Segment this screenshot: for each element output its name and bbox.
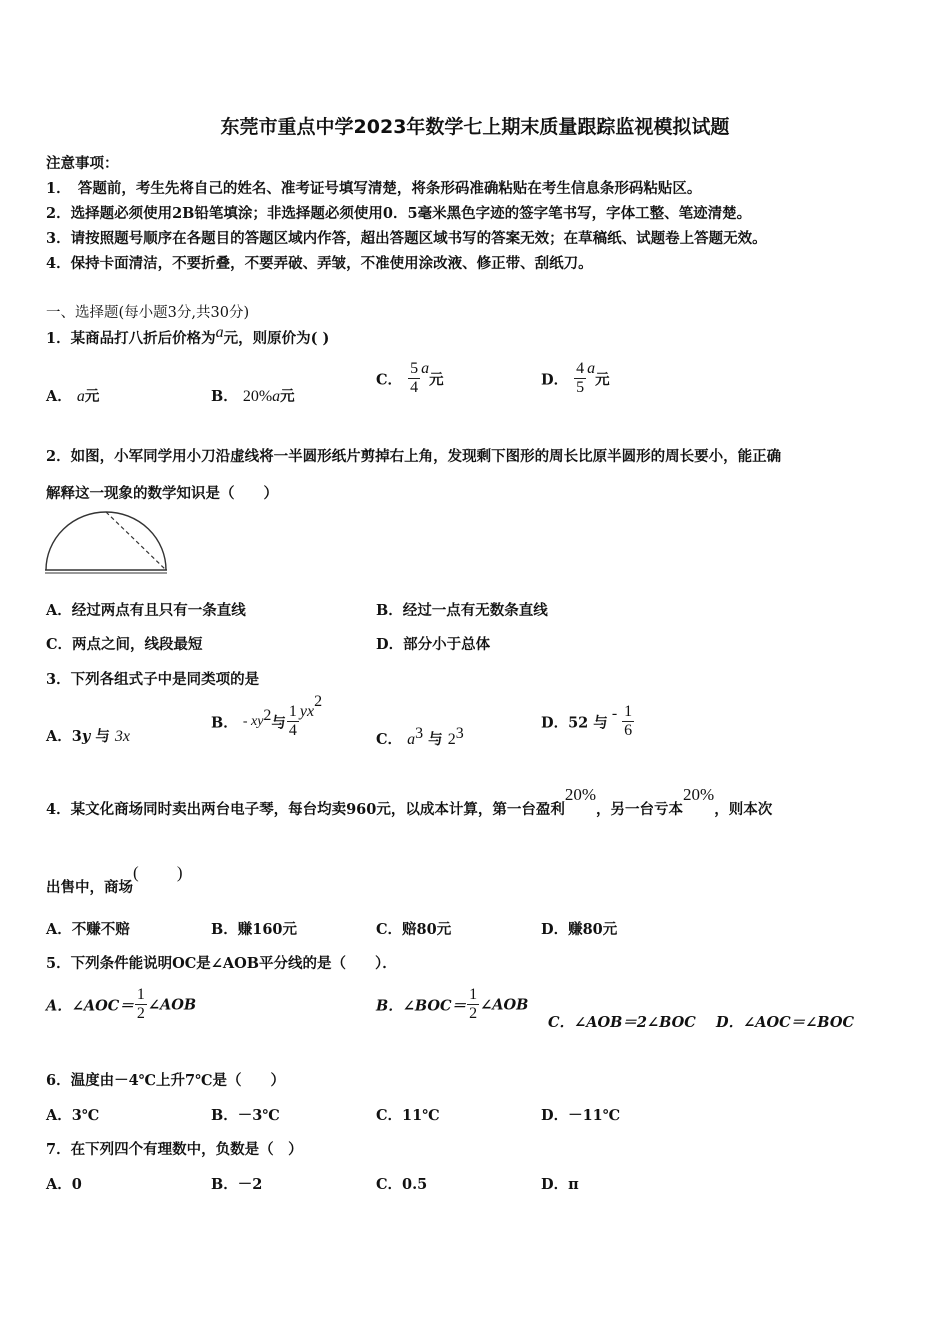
section-heading: 一、选择题(每小题3分,共30分) bbox=[46, 305, 250, 321]
question-2-stem-line2: 解释这一现象的数学知识是（ ） bbox=[46, 485, 278, 502]
question-6-stem: 6．温度由－4℃上升7℃是（ ） bbox=[46, 1072, 286, 1089]
question-5-option-d: D．∠AOC＝∠BOC bbox=[716, 1014, 854, 1031]
notice-item-2: 2．选择题必须使用2B铅笔填涂；非选择题必须使用0．5毫米黑色字迹的签字笔书写，字体工整、笔迹清楚。 bbox=[46, 205, 752, 222]
question-1-option-a: A． a元 bbox=[46, 388, 100, 405]
question-3-option-d: D．52 与 - $\frac{1}{6}$ bbox=[541, 703, 633, 740]
question-1-option-b: B． 20%a元 bbox=[211, 388, 295, 405]
notice-item-4: 4．保持卡面清洁，不要折叠，不要弄破、弄皱，不准使用涂改液、修正带、刮纸刀。 bbox=[46, 255, 593, 272]
question-4-stem-line2: 出售中，商场( ) bbox=[46, 863, 183, 896]
question-3-option-c: C． $a^3$ 与 $2^3$ bbox=[376, 725, 464, 748]
question-1-option-c: C． $\frac{5}{4}$ a元 bbox=[376, 359, 444, 397]
question-7-option-d: D．π bbox=[541, 1176, 579, 1193]
question-5-option-a: A．∠AOC＝ $\frac{1}{2}$ ∠AOB bbox=[46, 986, 197, 1023]
question-7-option-b: B．－2 bbox=[211, 1176, 263, 1193]
fraction: $\frac{4}{5}$ bbox=[576, 360, 585, 397]
fraction: $\frac{1}{2}$ bbox=[136, 986, 145, 1023]
semicircle-arc bbox=[46, 512, 166, 570]
question-2-stem-line1: 2．如图，小军同学用小刀沿虚线将一半圆形纸片剪掉右上角，发现剩下图形的周长比原半圆形的周长要小，能正确 bbox=[46, 448, 782, 465]
question-7-option-c: C．0.5 bbox=[376, 1176, 428, 1193]
question-1-option-d: D． $\frac{4}{5}$ a元 bbox=[541, 359, 610, 397]
question-2-option-b: B．经过一点有无数条直线 bbox=[376, 602, 548, 619]
question-2-option-a: A．经过两点有且只有一条直线 bbox=[46, 602, 246, 619]
question-4-option-c: C．赔80元 bbox=[376, 921, 452, 938]
notice-item-1: 1． 答题前，考生先将自己的姓名、准考证号填写清楚，将条形码准确粘贴在考生信息条形码粘贴区。 bbox=[46, 180, 702, 197]
question-3-option-a: A．3y 与 3x bbox=[46, 728, 130, 745]
question-6-option-d: D．－11℃ bbox=[541, 1107, 621, 1124]
notice-item-3: 3．请按照题号顺序在各题目的答题区域内作答，超出答题区域书写的答案无效；在草稿纸、试题卷上答题无效。 bbox=[46, 230, 767, 247]
question-3-stem: 3．下列各组式子中是同类项的是 bbox=[46, 671, 260, 688]
question-5-option-b: B．∠BOC＝ $\frac{1}{2}$ ∠AOB bbox=[376, 986, 529, 1023]
question-6-option-b: B．－3℃ bbox=[211, 1107, 280, 1124]
fraction: $\frac{1}{6}$ bbox=[624, 703, 633, 740]
question-7-option-a: A．0 bbox=[46, 1176, 82, 1193]
question-4-option-d: D．赚80元 bbox=[541, 921, 618, 938]
question-5-option-c: C．∠AOB＝2∠BOC bbox=[548, 1014, 696, 1031]
fraction: $\frac{1}{2}$ bbox=[469, 986, 478, 1023]
question-2-option-c: C．两点之间，线段最短 bbox=[46, 636, 203, 653]
question-3-option-b: B． - $xy^2$与 $\frac{1}{4}$ $yx^2$ bbox=[211, 693, 323, 740]
question-6-option-c: C．11℃ bbox=[376, 1107, 440, 1124]
question-6-option-a: A．3℃ bbox=[46, 1107, 100, 1124]
semicircle-figure bbox=[42, 508, 172, 576]
question-1-stem: 1．某商品打八折后价格为a元，则原价为( ) bbox=[46, 324, 330, 347]
question-4-stem-line1: 4．某文化商场同时卖出两台电子琴，每台均卖960元，以成本计算，第一台盈利20%，另一台亏本20%，则本次 bbox=[46, 785, 773, 818]
fraction: $\frac{1}{4}$ bbox=[288, 703, 297, 740]
question-2-option-d: D．部分小于总体 bbox=[376, 636, 491, 653]
page-title: 东莞市重点中学2023年数学七上期末质量跟踪监视模拟试题 bbox=[220, 116, 730, 138]
question-7-stem: 7．在下列四个有理数中，负数是（ ） bbox=[46, 1141, 303, 1158]
question-5-stem: 5．下列条件能说明OC是∠AOB平分线的是（ ）． bbox=[46, 955, 397, 972]
notice-heading: 注意事项： bbox=[46, 155, 119, 172]
question-4-option-b: B．赚160元 bbox=[211, 921, 298, 938]
cut-dashed-line bbox=[106, 512, 166, 570]
fraction: $\frac{5}{4}$ bbox=[410, 360, 419, 397]
question-4-option-a: A．不赚不赔 bbox=[46, 921, 130, 938]
